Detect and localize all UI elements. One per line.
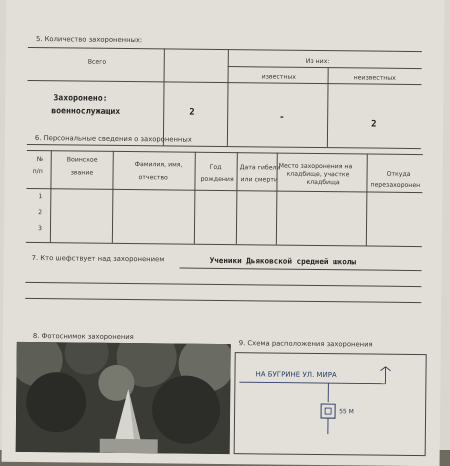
col-total-header: Всего — [88, 59, 107, 66]
col-known-header: известных — [262, 73, 296, 80]
value-known: - — [279, 113, 285, 123]
table-border — [163, 48, 165, 145]
section8-title: 8. Фотоснимок захоронения — [33, 332, 134, 341]
row-number: 3 — [38, 225, 42, 232]
table-border — [50, 150, 52, 242]
scheme-drawing — [235, 353, 426, 455]
section9-title: 9. Схема расположения захоронения — [239, 339, 373, 348]
scheme-scale-label: 55 М — [339, 408, 354, 415]
header-place: кладбище, участке — [287, 171, 350, 179]
table-border — [327, 67, 329, 147]
col-of-them-header: Из них: — [306, 58, 330, 65]
table-border — [228, 66, 422, 69]
table-border — [194, 152, 196, 244]
table-border — [27, 144, 421, 149]
section5-title: 5. Количество захороненных: — [36, 35, 142, 44]
fill-line — [25, 282, 421, 287]
grave-photo — [16, 342, 231, 454]
table-border — [236, 152, 238, 244]
header-name: Фамилия, имя, — [135, 161, 183, 169]
col-unknown-header: неизвестных — [354, 74, 396, 81]
table-border — [366, 154, 368, 246]
header-num: № — [37, 156, 44, 163]
table-border — [28, 47, 422, 52]
header-death: или смерти — [240, 176, 277, 183]
row-label-buried: Захоронено: — [53, 92, 107, 103]
header-birth: Год — [210, 164, 222, 171]
form-sheet — [2, 0, 445, 466]
fill-line — [180, 268, 422, 272]
header-death: Дата гибели — [240, 164, 281, 171]
header-place: кладбища — [306, 179, 339, 186]
header-num: п/п — [33, 168, 43, 175]
table-border — [26, 188, 422, 193]
patron-value: Ученики Дьяковской средней школы — [210, 256, 356, 267]
row-number: 2 — [38, 209, 42, 216]
header-birth: рождения — [200, 176, 233, 183]
grave-photo-image — [16, 342, 231, 454]
row-number: 1 — [38, 193, 42, 200]
header-rank: Воинское — [67, 156, 98, 163]
value-total: 2 — [189, 108, 195, 118]
header-rank: звание — [71, 169, 94, 176]
header-from: Откуда — [387, 171, 411, 178]
location-scheme — [234, 352, 427, 456]
header-from: перезахоронен — [370, 182, 420, 190]
table-border — [26, 242, 422, 247]
scheme-street-label: НА БУГРИНЕ УЛ. МИРА — [255, 370, 336, 379]
header-name: отчество — [138, 174, 167, 181]
table-border — [112, 151, 114, 243]
section7-label: 7. Кто шефствует над захоронением — [32, 254, 165, 263]
value-unknown: 2 — [371, 120, 377, 130]
table-border — [27, 150, 423, 155]
header-place: Место захоронения на — [279, 163, 353, 171]
table-border — [227, 49, 229, 146]
fill-line — [25, 298, 421, 303]
row-label-servicemen: военнослужащих — [51, 105, 120, 116]
section6-title: 6. Персональные сведения о захороненных — [35, 134, 192, 144]
